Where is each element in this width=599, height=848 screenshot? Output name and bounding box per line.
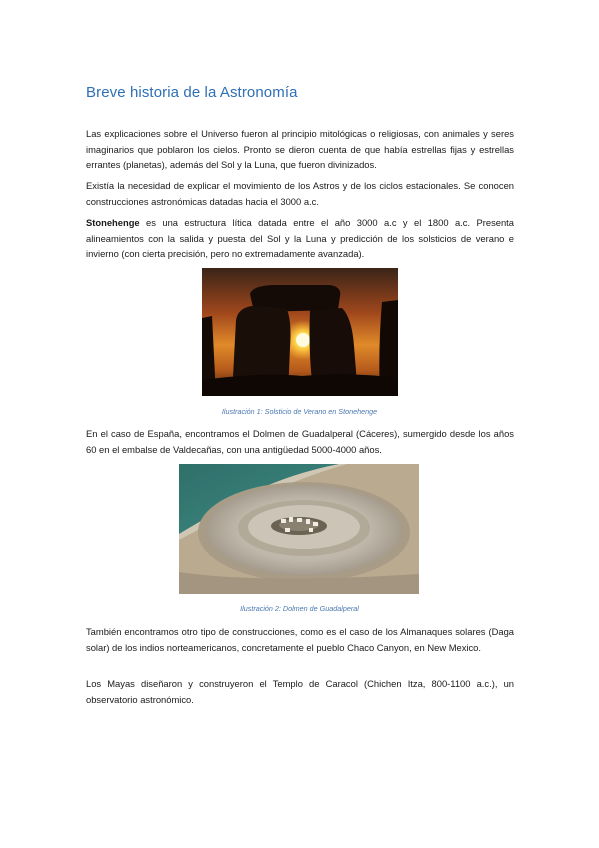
dolmen-illustration	[179, 464, 419, 594]
paragraph-origins: Las explicaciones sobre el Universo fueron al principio mitológicas o religiosas, con animales y seres imaginarios que poblaron los cielos. Pronto se dieron cuenta de que había estrellas fijas y estrellas errantes (planetas), además del Sol y la Luna, que fueron divinizados.	[86, 128, 514, 171]
stonehenge-description: es una estructura lítica datada entre el año 3000 a.c y el 1800 a.c. Presenta alineamientos con la salida y puesta del Sol y la Luna y predicción de los solsticios de verano e invierno (con cierta precisión, pero no extremadamente avanzada).	[86, 217, 514, 260]
page-title: Breve historia de la Astronomía	[86, 84, 298, 101]
stonehenge-term: Stonehenge	[86, 217, 140, 228]
paragraph-dolmen: En el caso de España, encontramos el Dolmen de Guadalperal (Cáceres), sumergido desde los años 60 en el embalse de Valdecañas, con una antigüedad 5000-4000 años.	[86, 428, 514, 455]
paragraph-chaco: También encontramos otro tipo de construcciones, como es el caso de los Almanaques solares (Daga solar) de los indios norteamericanos, concretamente el pueblo Chaco Canyon, en New Mexico.	[86, 626, 514, 653]
figure-1-caption: Ilustración 1: Solsticio de Verano en Stonehenge	[221, 407, 378, 416]
stonehenge-illustration	[202, 268, 398, 396]
paragraph-mayas: Los Mayas diseñaron y construyeron el Templo de Caracol (Chichen Itza, 800-1100 a.c.), un observatorio astronómico.	[86, 678, 514, 705]
paragraph-necessity: Existía la necesidad de explicar el movimiento de los Astros y de los ciclos estacionales. Se conocen construcciones astronómicas datadas hacia el 3000 a.c.	[86, 180, 514, 207]
stonehenge-photo	[202, 268, 398, 396]
paragraph-stonehenge	[86, 215, 514, 262]
dolmen-photo	[179, 464, 419, 594]
figure-2-caption: Ilustración 2: Dolmen de Guadalperal	[240, 604, 359, 613]
